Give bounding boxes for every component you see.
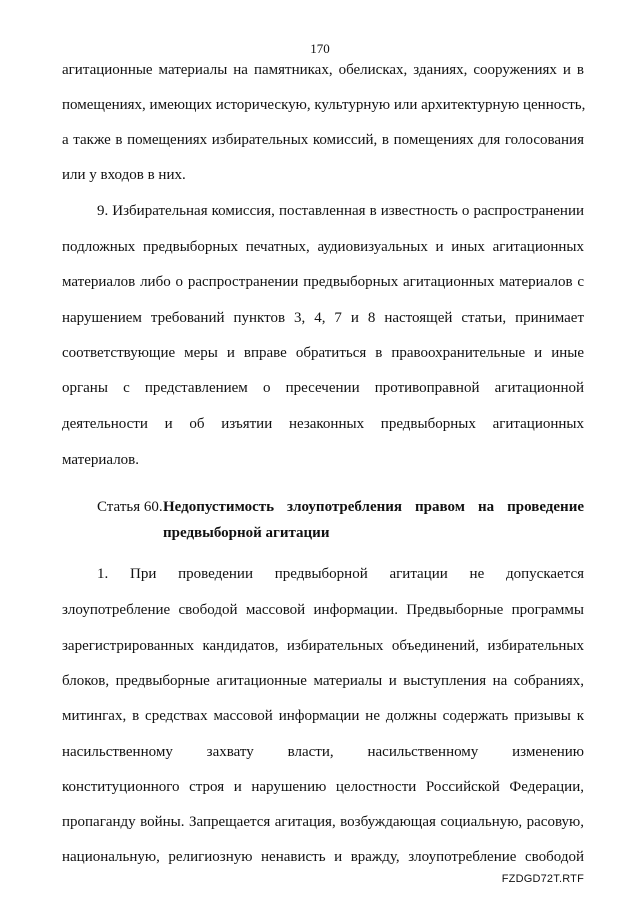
article-title-line-1: Недопустимость злоупотребления правом на проведение (163, 499, 584, 515)
page-number: 170 (310, 41, 330, 56)
text-line: зарегистрированных кандидатов, избирательных объединений, избирательных (62, 638, 584, 654)
article-title-line-2: предвыборной агитации (163, 525, 330, 541)
article-paragraph-1-first-line: 1. При проведении предвыборной агитации не допускается (97, 566, 584, 582)
text-line: национальную, религиозную ненависть и вражду, злоупотребление свободой (62, 849, 584, 865)
text-line: или у входов в них. (62, 167, 186, 183)
text-line: материалов. (62, 452, 140, 468)
file-code: FZDGD72T.RTF (501, 873, 584, 885)
text-line: блоков, предвыборные агитационные материалы и выступления на собраниях, (62, 673, 584, 689)
text-line: злоупотребление свободой массовой информации. Предвыборные программы (62, 602, 584, 618)
text-line: конституционного строя и нарушению целостности Российской Федерации, (62, 779, 584, 795)
text-line: агитационные материалы на памятниках, обелисках, зданиях, сооружениях и в (62, 62, 584, 78)
paragraph-9-first-line: 9. Избирательная комиссия, поставленная в известность о распространении (97, 203, 584, 219)
text-line: нарушением требований пунктов 3, 4, 7 и 8 настоящей статьи, принимает (62, 310, 584, 326)
text-line: насильственному захвату власти, насильственному изменению (62, 744, 584, 760)
text-line: митингах, в средствах массовой информации не должны содержать призывы к (62, 708, 584, 724)
text-line: деятельности и об изъятии незаконных предвыборных агитационных (62, 416, 584, 432)
text-line: подложных предвыборных печатных, аудиовизуальных и иных агитационных (62, 239, 584, 255)
text-line: органы с представлением о пресечении противоправной агитационной (62, 380, 584, 396)
text-line: пропаганду войны. Запрещается агитация, возбуждающая социальную, расовую, (62, 814, 584, 830)
text-line: а также в помещениях избирательных комиссий, в помещениях для голосования (62, 132, 584, 148)
text-line: помещениях, имеющих историческую, культурную или архитектурную ценность, (62, 97, 586, 113)
article-label: Статья 60. (97, 499, 163, 515)
text-line: материалов либо о распространении предвыборных агитационных материалов с (62, 274, 584, 290)
text-line: соответствующие меры и вправе обратиться в правоохранительные и иные (62, 345, 584, 361)
